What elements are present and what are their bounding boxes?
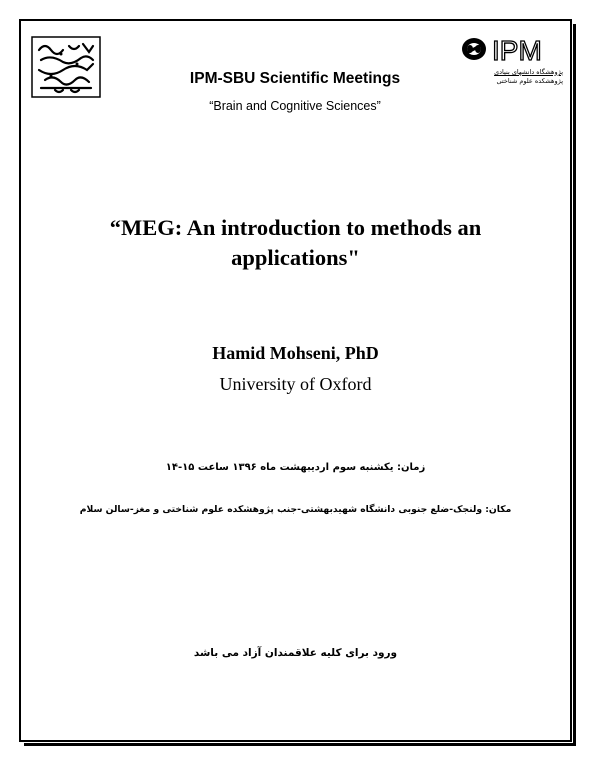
speaker-affiliation: University of Oxford [219, 374, 372, 394]
ipm-school-line: پژوهشکده علوم شناختی [496, 77, 563, 85]
ipm-persian-name [455, 68, 563, 86]
talk-title: “MEG: An introduction to methods an applications" [109, 215, 482, 270]
meeting-series-subtitle: “Brain and Cognitive Sciences” [209, 99, 381, 113]
ipm-institute-line: پژوهشگاه دانشهای بنیادی [494, 68, 563, 76]
sbu-logo [31, 36, 101, 98]
ipm-logo-text: IPM [492, 35, 542, 65]
event-time: زمان: یکشنبه سوم اردیبهشت ماه ۱۳۹۶ ساعت ۱۵-۱۴ [165, 462, 426, 473]
event-location: مکان: ولنجک-ضلع جنوبی دانشگاه شهیدبهشتی-جنب پژوهشکده علوم شناختی و مغز-سالن سلام [79, 504, 512, 515]
meeting-series-title: IPM-SBU Scientific Meetings [189, 70, 401, 87]
entry-notice: ورود برای کلیه علاقمندان آزاد می باشد [193, 647, 398, 659]
ipm-logo [460, 33, 560, 65]
speaker-name: Hamid Mohseni, PhD [212, 343, 379, 363]
